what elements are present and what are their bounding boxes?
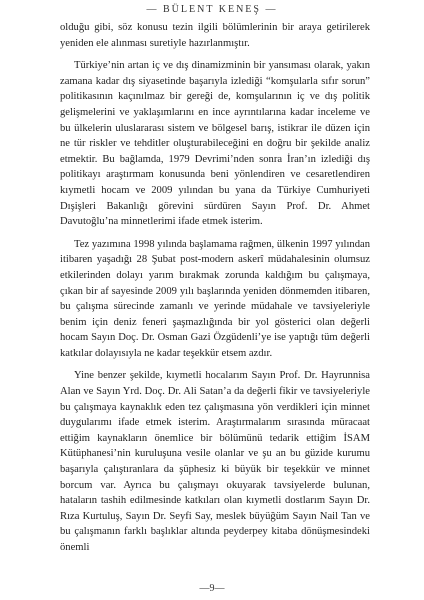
page-number: —9— bbox=[199, 583, 225, 594]
paragraph-2: Türkiye’nin artan iç ve dış dinamizminin bir yansıması olarak, yakın zamana kadar dış siyasetinde başarıyla izlediği “komşularla sıfır sorun” politikasının kaçınılmaz bir gereği de, komşularının iç ve dış politik gelişmelerini ve yaklaşımlarını en ince ayrıntılarına kadar inceleme ve bu ülkelerin uluslararası sistem ve bölgesel barış, istikrar ile düzen için ne tür riskler ve tehditler oluşturabileceğini en doğru bir şekilde analiz etmektir. Bu bağlamda, 1979 Devrimi’nden sonra İran’ın izlediği dış politikayı araştırmam konusunda beni yönlendiren ve cesaretlendiren kıymetli hocam ve 2009 yılından bu yana da Türkiye Cumhuriyeti Dışişleri Bakanlığı görevini sürdüren Sayın Prof. Dr. Ahmet Davutoğlu’na minnetlerimi ifade etmek isterim. bbox=[60, 60, 370, 228]
paragraph-1: olduğu gibi, söz konusu tezin ilgili bölümlerinin bir araya getirilerek yeniden ele alınması suretiyle hazırlanmıştır. bbox=[60, 22, 370, 49]
paragraph-3: Tez yazımına 1998 yılında başlamama rağmen, ülkenin 1997 yılından itibaren yaşadığı 28 Şubat post-modern askerî müdahalesinin olumsuz etkilerinden dolayı yarım bırakmak zorunda kaldığım bu çalışmaya, çıkan bir af sayesinde 2009 yılı başlarında yeniden dönmemden itibaren, bu çalışma sürecinde zamanlı ve yerinde müdahale ve tavsiyeleriyle benim için deniz feneri şaşmazlığında bir yol gösterici olan değerli hocam Sayın Doç. Dr. Osman Gazi Özgüdenli’ye ise yaptığı tüm değerli katkılar dolayısıyla ne kadar teşekkür etsem azdır. bbox=[60, 238, 370, 359]
paragraph-4: Yine benzer şekilde, kıymetli hocalarım Sayın Prof. Dr. Hayrunnisa Alan ve Sayın Yrd. Doç. Dr. Ali Satan’a da değerli fikir ve tavsiyeleriyle bu çalışmaya kaynaklık eden tez çalışmasına yön verdikleri için minnet duygularımı ifade etmek isterim. Araştırmalarım sırasında müracaat ettiğim kaynakların önemlice bir bölümünü tedarik ettiğim İSAM Kütüphanesi’nin kuruluşuna vesile olanlar ve şu an bu güzide kurumu başarıyla çalıştıranlara da şüphesiz ki büyük bir teşekkür ve minnet borcum var. Ayrıca bu çalışmayı okuyarak tavsiyelerde bulunan, hataların tashih edilmesinde katkıları olan kıymetli dostlarım Sayın Dr. Rıza Kurtuluş, Sayın Dr. Seyfi Say, meslek büyüğüm Sayın Nail Tan ve bu çalışmanın farklı başlıklar altında peyderpey kitaba dönüşmesindeki önemli bbox=[60, 370, 370, 553]
body-text bbox=[60, 20, 370, 563]
running-head: — BÜLENT KENEŞ — bbox=[146, 4, 278, 15]
